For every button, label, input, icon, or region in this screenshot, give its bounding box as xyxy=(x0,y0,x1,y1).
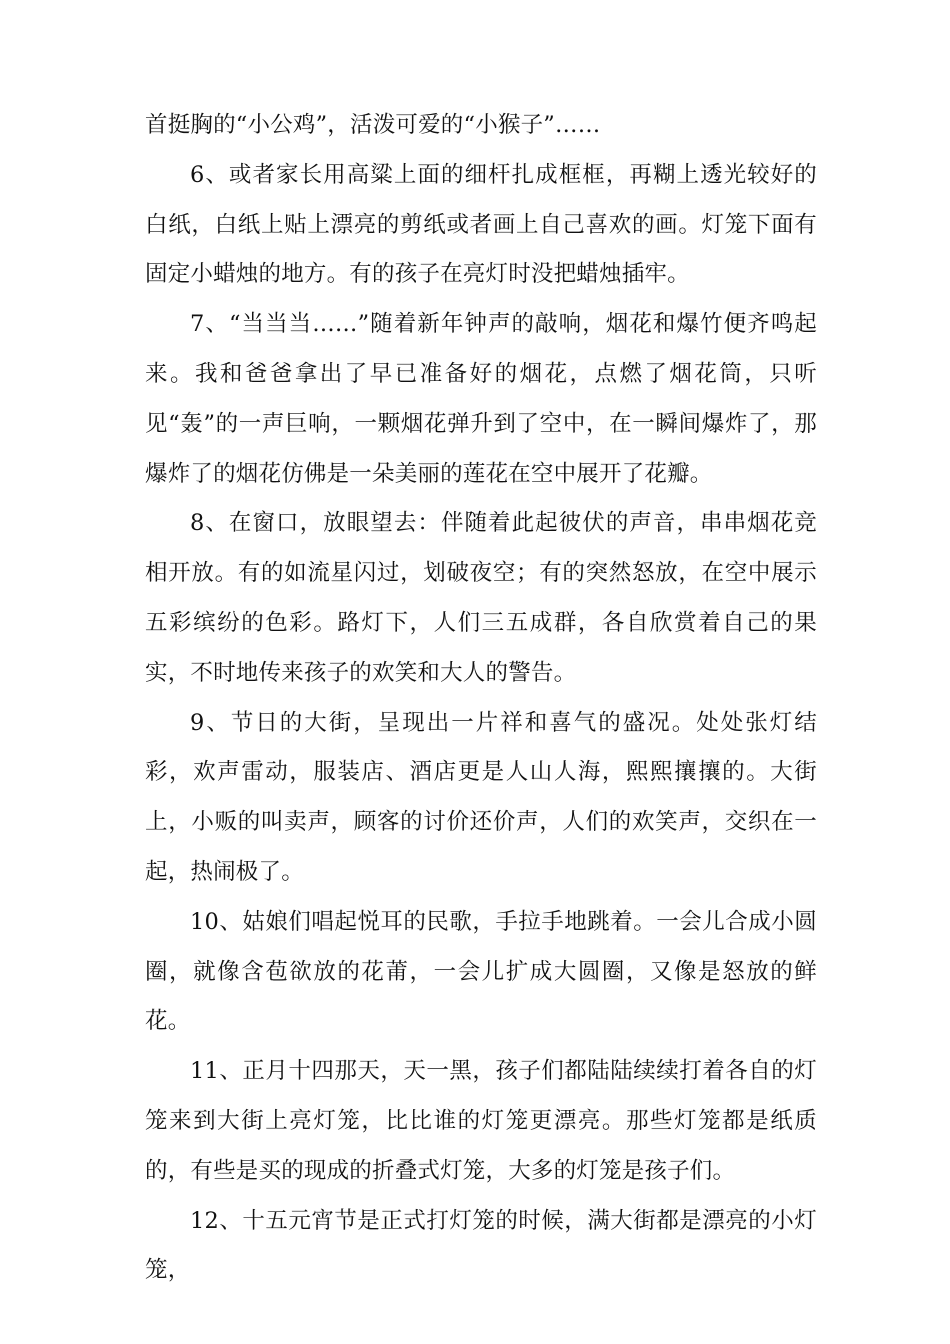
paragraph-12: 12、十五元宵节是正式打灯笼的时候，满大街都是漂亮的小灯笼， xyxy=(145,1207,817,1284)
paragraph-continuation: 首挺胸的“小公鸡”，活泼可爱的“小猴子”…… xyxy=(145,112,601,138)
paragraph-7: 7、“当当当……”随着新年钟声的敲响，烟花和爆竹便齐鸣起来。我和爸爸拿出了早已准备好的烟花，点燃了烟花筒，只听见“轰”的一声巨响，一颗烟花弹升到了空中，在一瞬间爆炸了，那爆炸了的烟花仿佛是一朵美丽的莲花在空中展开了花瓣。 xyxy=(145,311,817,487)
document-body xyxy=(145,101,817,1296)
paragraph-9: 9、节日的大街，呈现出一片祥和喜气的盛况。处处张灯结彩，欢声雷动，服装店、酒店更是人山人海，熙熙攘攘的。大街上，小贩的叫卖声，顾客的讨价还价声，人们的欢笑声，交织在一起，热闹极了。 xyxy=(145,709,817,885)
paragraph-11: 11、正月十四那天，天一黑，孩子们都陆陆续续打着各自的灯笼来到大街上亮灯笼，比比谁的灯笼更漂亮。那些灯笼都是纸质的，有些是买的现成的折叠式灯笼，大多的灯笼是孩子们。 xyxy=(145,1058,817,1184)
paragraph-10: 10、姑娘们唱起悦耳的民歌，手拉手地跳着。一会儿合成小圆圈，就像含苞欲放的花莆，一会儿扩成大圆圈，又像是怒放的鲜花。 xyxy=(145,908,817,1035)
paragraph-6: 6、或者家长用高粱上面的细杆扎成框框，再糊上透光较好的白纸，白纸上贴上漂亮的剪纸或者画上自己喜欢的画。灯笼下面有固定小蜡烛的地方。有的孩子在亮灯时没把蜡烛插牢。 xyxy=(145,161,817,288)
paragraph-8: 8、在窗口，放眼望去：伴随着此起彼伏的声音，串串烟花竞相开放。有的如流星闪过，划破夜空；有的突然怒放，在空中展示五彩缤纷的色彩。路灯下，人们三五成群，各自欣赏着自己的果实，不时地传来孩子的欢笑和大人的警告。 xyxy=(145,510,817,686)
